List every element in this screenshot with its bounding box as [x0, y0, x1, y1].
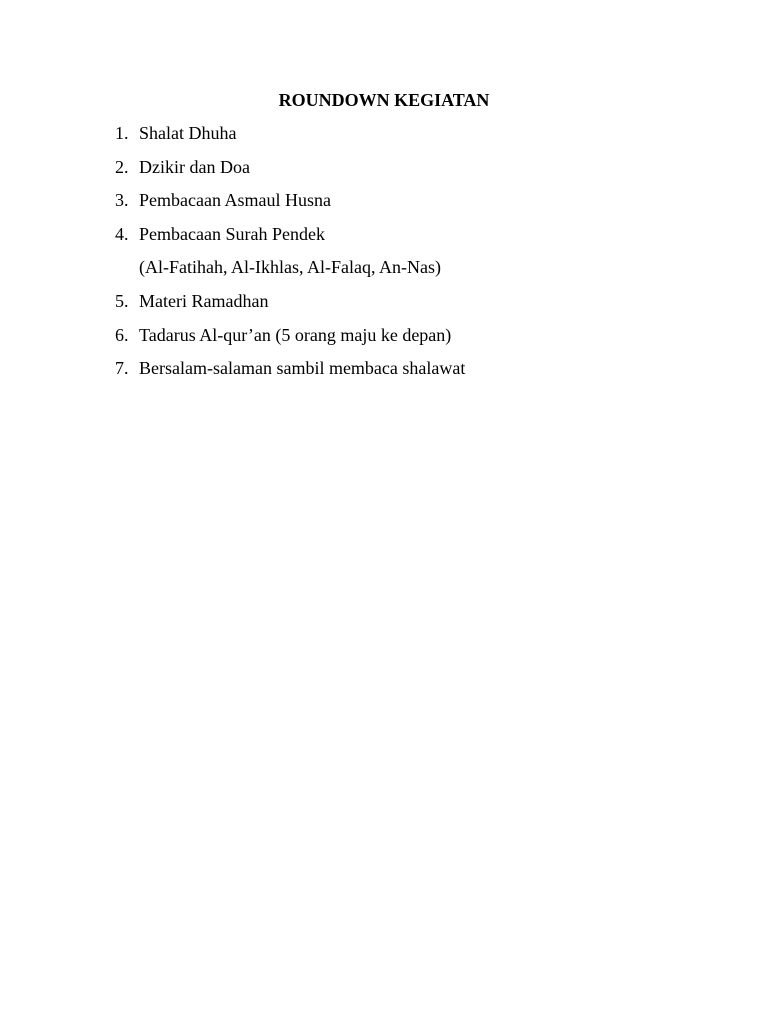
item-number: 4.	[115, 223, 129, 244]
list-item	[115, 356, 735, 390]
item-text: Bersalam-salaman sambil membaca shalawat	[139, 358, 466, 379]
item-text: Pembacaan Asmaul Husna	[139, 190, 331, 211]
item-text: Pembacaan Surah Pendek	[139, 223, 325, 244]
item-text: Shalat Dhuha	[139, 123, 237, 143]
item-number: 5.	[115, 290, 129, 311]
item-number: 6.	[115, 324, 129, 345]
item-text: Tadarus Al-qur’an (5 orang maju ke depan)	[139, 324, 452, 345]
list-item	[115, 188, 735, 222]
list-item	[115, 155, 735, 189]
list-item	[115, 289, 735, 323]
document-title: ROUNDOWN KEGIATAN	[278, 90, 490, 110]
item-number: 2.	[115, 156, 129, 177]
item-number: 3.	[115, 190, 129, 211]
item-text: Materi Ramadhan	[139, 290, 269, 311]
list-item-continuation	[115, 255, 735, 289]
item-number: 1.	[115, 123, 129, 143]
list-item	[115, 323, 735, 357]
item-number: 7.	[115, 358, 129, 379]
list-item	[115, 222, 735, 256]
list-item	[115, 121, 735, 155]
agenda-list	[115, 121, 735, 390]
item-continuation-text: (Al-Fatihah, Al-Ikhlas, Al-Falaq, An-Nas)	[139, 257, 441, 278]
item-text: Dzikir dan Doa	[139, 156, 250, 177]
